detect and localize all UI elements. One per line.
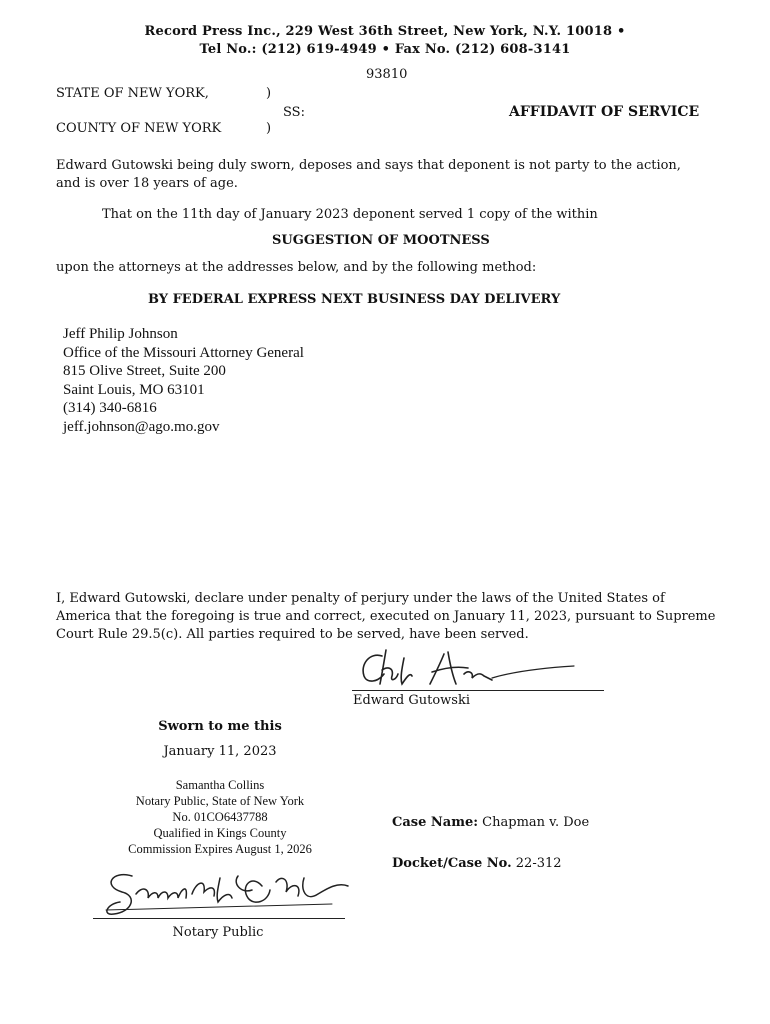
- case-name-label: Case Name:: [392, 815, 479, 830]
- notary-number: No. 01CO6437788: [172, 810, 268, 824]
- notary-signature: [92, 864, 354, 922]
- recipient-street: 815 Olive Street, Suite 200: [63, 363, 226, 379]
- sworn-date: January 11, 2023: [163, 744, 277, 759]
- docket-number: [392, 856, 562, 871]
- notary-county: Qualified in Kings County: [153, 826, 287, 840]
- recipient-phone: (314) 340-6816: [63, 400, 157, 416]
- state-label: STATE OF NEW YORK,: [56, 86, 209, 101]
- document-title: SUGGESTION OF MOOTNESS: [272, 233, 490, 248]
- job-number: 93810: [366, 67, 408, 82]
- deponent-name: Edward Gutowski: [353, 693, 470, 708]
- deponent-signature-line: [352, 690, 604, 691]
- declaration-paragraph: I, Edward Gutowski, declare under penalty of perjury under the laws of the United States of America that the foregoing is true and correct, executed on January 11, 2023, pursuant to Supreme Court Rule 29.5(c). All parties required to be served, have been served.: [56, 591, 716, 642]
- case-name-value: Chapman v. Doe: [482, 815, 590, 830]
- case-name: [392, 815, 589, 830]
- caption-paren: ): [266, 86, 272, 101]
- county-label: COUNTY OF NEW YORK: [56, 121, 222, 136]
- notary-expiration: Commission Expires August 1, 2026: [128, 842, 312, 856]
- recipient-office: Office of the Missouri Attorney General: [63, 344, 304, 361]
- recipient-name: Jeff Philip Johnson: [63, 326, 178, 342]
- deponent-signature: [352, 644, 582, 692]
- affidavit-title: AFFIDAVIT OF SERVICE: [509, 104, 700, 120]
- notary-public-label: Notary Public: [172, 925, 264, 940]
- method-intro: upon the attorneys at the addresses below, and by the following method:: [56, 260, 537, 275]
- docket-value: 22-312: [515, 856, 562, 871]
- notary-stamp: [100, 777, 340, 857]
- ss-label: SS:: [283, 105, 305, 120]
- letterhead-address: Record Press Inc., 229 West 36th Street, New York, N.Y. 10018 •: [144, 24, 626, 39]
- letterhead-phone: Tel No.: (212) 619-4949 • Fax No. (212) 608-3141: [199, 42, 571, 57]
- served-line: That on the 11th day of January 2023 deponent served 1 copy of the within: [102, 207, 598, 222]
- recipient-address: [63, 325, 304, 436]
- recipient-email: jeff.johnson@ago.mo.gov: [63, 418, 220, 435]
- notary-title: Notary Public, State of New York: [135, 794, 305, 808]
- recipient-city: Saint Louis, MO 63101: [63, 381, 205, 398]
- caption-paren: ): [266, 121, 272, 136]
- notary-name: Samantha Collins: [175, 778, 265, 792]
- service-method: BY FEDERAL EXPRESS NEXT BUSINESS DAY DELIVERY: [148, 292, 561, 307]
- docket-label: Docket/Case No.: [392, 856, 512, 871]
- notary-signature-line: [93, 918, 345, 919]
- sworn-label: Sworn to me this: [158, 719, 282, 734]
- intro-paragraph: Edward Gutowski being duly sworn, deposes and says that deponent is not party to the action, and is over 18 years of age.: [56, 158, 681, 191]
